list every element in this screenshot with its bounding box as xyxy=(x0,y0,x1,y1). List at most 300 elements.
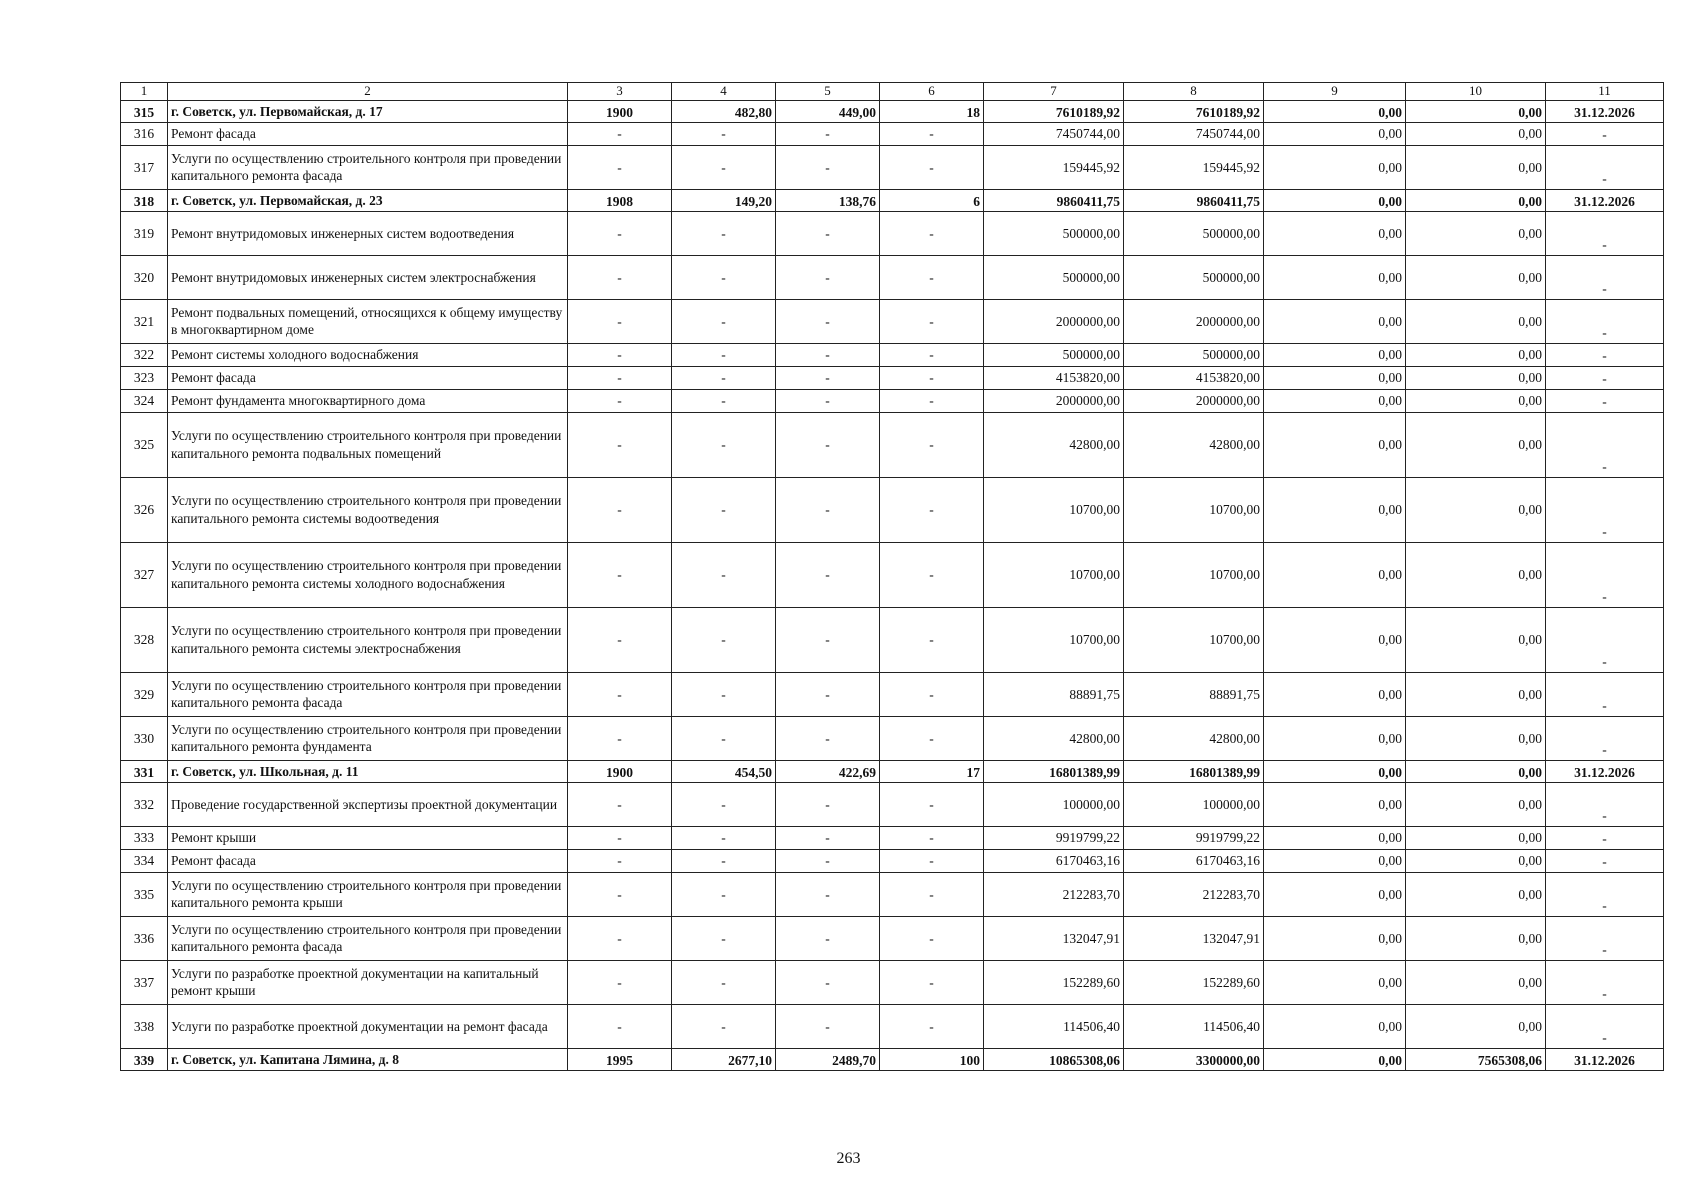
budget-cost-cell: 0,00 xyxy=(1264,826,1406,849)
owners-cost-cell: 0,00 xyxy=(1406,672,1546,716)
area-total-cell: - xyxy=(672,916,776,960)
residents-cell: 6 xyxy=(880,189,984,211)
address-row xyxy=(121,1048,1664,1070)
item-name: Ремонт фасада xyxy=(168,122,568,145)
fund-cost-cell: 132047,91 xyxy=(1124,916,1264,960)
item-name: Услуги по осуществлению строительного контроля при проведении капитального ремонта фасада xyxy=(168,145,568,189)
area-total-cell: - xyxy=(672,343,776,366)
total-cost-cell: 132047,91 xyxy=(984,916,1124,960)
area-living-cell: 2489,70 xyxy=(776,1048,880,1070)
deadline-cell: - xyxy=(1546,299,1664,343)
fund-cost-cell: 152289,60 xyxy=(1124,960,1264,1004)
fund-cost-cell: 6170463,16 xyxy=(1124,849,1264,872)
deadline-cell: - xyxy=(1546,477,1664,542)
owners-cost-cell: 0,00 xyxy=(1406,189,1546,211)
year-cell: - xyxy=(568,607,672,672)
area-living-cell: - xyxy=(776,672,880,716)
owners-cost-cell: 0,00 xyxy=(1406,960,1546,1004)
row-number: 334 xyxy=(121,849,168,872)
total-cost-cell: 152289,60 xyxy=(984,960,1124,1004)
area-total-cell: - xyxy=(672,672,776,716)
area-total-cell: - xyxy=(672,299,776,343)
item-name: Ремонт внутридомовых инженерных систем электроснабжения xyxy=(168,255,568,299)
owners-cost-cell: 0,00 xyxy=(1406,366,1546,389)
residents-cell: - xyxy=(880,299,984,343)
row-number: 321 xyxy=(121,299,168,343)
budget-cost-cell: 0,00 xyxy=(1264,366,1406,389)
owners-cost-cell: 0,00 xyxy=(1406,211,1546,255)
area-total-cell: - xyxy=(672,122,776,145)
row-number: 336 xyxy=(121,916,168,960)
row-number: 339 xyxy=(121,1048,168,1070)
residents-cell: - xyxy=(880,389,984,412)
table-row xyxy=(121,366,1664,389)
item-name: Ремонт фундамента многоквартирного дома xyxy=(168,389,568,412)
area-total-cell: - xyxy=(672,782,776,826)
residents-cell: - xyxy=(880,607,984,672)
owners-cost-cell: 0,00 xyxy=(1406,607,1546,672)
row-number: 316 xyxy=(121,122,168,145)
row-number: 326 xyxy=(121,477,168,542)
area-living-cell: - xyxy=(776,343,880,366)
budget-cost-cell: 0,00 xyxy=(1264,960,1406,1004)
area-total-cell: - xyxy=(672,477,776,542)
owners-cost-cell: 0,00 xyxy=(1406,477,1546,542)
deadline-cell: - xyxy=(1546,916,1664,960)
area-total-cell: - xyxy=(672,366,776,389)
area-total-cell: - xyxy=(672,255,776,299)
table-row xyxy=(121,389,1664,412)
total-cost-cell: 6170463,16 xyxy=(984,849,1124,872)
fund-cost-cell: 2000000,00 xyxy=(1124,389,1264,412)
table-row xyxy=(121,145,1664,189)
owners-cost-cell: 0,00 xyxy=(1406,782,1546,826)
column-number: 8 xyxy=(1124,83,1264,101)
total-cost-cell: 16801389,99 xyxy=(984,760,1124,782)
table-row xyxy=(121,255,1664,299)
total-cost-cell: 88891,75 xyxy=(984,672,1124,716)
table-row xyxy=(121,782,1664,826)
deadline-cell: - xyxy=(1546,960,1664,1004)
area-living-cell: - xyxy=(776,916,880,960)
area-living-cell: - xyxy=(776,389,880,412)
area-total-cell: - xyxy=(672,211,776,255)
row-number: 317 xyxy=(121,145,168,189)
residents-cell: 18 xyxy=(880,100,984,122)
owners-cost-cell: 0,00 xyxy=(1406,916,1546,960)
year-cell: - xyxy=(568,412,672,477)
budget-cost-cell: 0,00 xyxy=(1264,477,1406,542)
total-cost-cell: 42800,00 xyxy=(984,716,1124,760)
owners-cost-cell: 0,00 xyxy=(1406,872,1546,916)
owners-cost-cell: 0,00 xyxy=(1406,412,1546,477)
total-cost-cell: 500000,00 xyxy=(984,211,1124,255)
deadline-cell: - xyxy=(1546,672,1664,716)
address-row xyxy=(121,189,1664,211)
total-cost-cell: 500000,00 xyxy=(984,343,1124,366)
budget-cost-cell: 0,00 xyxy=(1264,782,1406,826)
item-name: Ремонт фасада xyxy=(168,849,568,872)
deadline-cell: - xyxy=(1546,211,1664,255)
table-row xyxy=(121,826,1664,849)
item-name: Услуги по осуществлению строительного контроля при проведении капитального ремонта фасада xyxy=(168,672,568,716)
owners-cost-cell: 0,00 xyxy=(1406,826,1546,849)
total-cost-cell: 10700,00 xyxy=(984,542,1124,607)
deadline-cell: - xyxy=(1546,255,1664,299)
budget-cost-cell: 0,00 xyxy=(1264,145,1406,189)
item-name: Услуги по разработке проектной документации на капитальный ремонт крыши xyxy=(168,960,568,1004)
capital-repair-table xyxy=(120,82,1664,1071)
year-cell: - xyxy=(568,389,672,412)
row-number: 332 xyxy=(121,782,168,826)
deadline-cell: - xyxy=(1546,145,1664,189)
residents-cell: - xyxy=(880,849,984,872)
area-total-cell: - xyxy=(672,826,776,849)
column-number: 7 xyxy=(984,83,1124,101)
year-cell: - xyxy=(568,343,672,366)
area-total-cell: - xyxy=(672,716,776,760)
column-number: 11 xyxy=(1546,83,1664,101)
residents-cell: - xyxy=(880,782,984,826)
year-cell: - xyxy=(568,782,672,826)
area-living-cell: - xyxy=(776,849,880,872)
residents-cell: - xyxy=(880,542,984,607)
area-living-cell: - xyxy=(776,1004,880,1048)
row-number: 319 xyxy=(121,211,168,255)
residents-cell: - xyxy=(880,255,984,299)
area-total-cell: - xyxy=(672,849,776,872)
residents-cell: - xyxy=(880,343,984,366)
budget-cost-cell: 0,00 xyxy=(1264,189,1406,211)
area-living-cell: - xyxy=(776,412,880,477)
row-number: 329 xyxy=(121,672,168,716)
area-living-cell: - xyxy=(776,960,880,1004)
year-cell: 1900 xyxy=(568,100,672,122)
fund-cost-cell: 4153820,00 xyxy=(1124,366,1264,389)
residents-cell: - xyxy=(880,1004,984,1048)
column-number: 10 xyxy=(1406,83,1546,101)
item-name: Ремонт системы холодного водоснабжения xyxy=(168,343,568,366)
area-total-cell: - xyxy=(672,145,776,189)
row-number: 323 xyxy=(121,366,168,389)
deadline-cell: - xyxy=(1546,872,1664,916)
item-name: Услуги по осуществлению строительного контроля при проведении капитального ремонта фасада xyxy=(168,916,568,960)
budget-cost-cell: 0,00 xyxy=(1264,672,1406,716)
budget-cost-cell: 0,00 xyxy=(1264,211,1406,255)
column-number: 2 xyxy=(168,83,568,101)
deadline-cell: 31.12.2026 xyxy=(1546,100,1664,122)
deadline-cell: - xyxy=(1546,826,1664,849)
year-cell: - xyxy=(568,366,672,389)
deadline-cell: - xyxy=(1546,122,1664,145)
fund-cost-cell: 114506,40 xyxy=(1124,1004,1264,1048)
year-cell: - xyxy=(568,255,672,299)
budget-cost-cell: 0,00 xyxy=(1264,255,1406,299)
year-cell: - xyxy=(568,122,672,145)
item-name: г. Советск, ул. Первомайская, д. 23 xyxy=(168,189,568,211)
item-name: Ремонт подвальных помещений, относящихся к общему имуществу в многоквартирном доме xyxy=(168,299,568,343)
area-total-cell: - xyxy=(672,389,776,412)
year-cell: - xyxy=(568,211,672,255)
year-cell: - xyxy=(568,672,672,716)
table-row xyxy=(121,1004,1664,1048)
column-number: 9 xyxy=(1264,83,1406,101)
row-number: 318 xyxy=(121,189,168,211)
total-cost-cell: 10700,00 xyxy=(984,477,1124,542)
row-number: 315 xyxy=(121,100,168,122)
budget-cost-cell: 0,00 xyxy=(1264,100,1406,122)
item-name: г. Советск, ул. Школьная, д. 11 xyxy=(168,760,568,782)
budget-cost-cell: 0,00 xyxy=(1264,607,1406,672)
row-number: 337 xyxy=(121,960,168,1004)
capital-repair-table-page xyxy=(120,82,1663,1071)
table-row xyxy=(121,960,1664,1004)
table-row xyxy=(121,477,1664,542)
budget-cost-cell: 0,00 xyxy=(1264,849,1406,872)
row-number: 333 xyxy=(121,826,168,849)
year-cell: 1908 xyxy=(568,189,672,211)
area-living-cell: - xyxy=(776,542,880,607)
area-living-cell: - xyxy=(776,607,880,672)
area-living-cell: - xyxy=(776,366,880,389)
total-cost-cell: 9919799,22 xyxy=(984,826,1124,849)
owners-cost-cell: 0,00 xyxy=(1406,100,1546,122)
area-total-cell: 482,80 xyxy=(672,100,776,122)
area-living-cell: 422,69 xyxy=(776,760,880,782)
budget-cost-cell: 0,00 xyxy=(1264,343,1406,366)
area-living-cell: - xyxy=(776,211,880,255)
deadline-cell: - xyxy=(1546,412,1664,477)
fund-cost-cell: 42800,00 xyxy=(1124,716,1264,760)
fund-cost-cell: 9919799,22 xyxy=(1124,826,1264,849)
area-total-cell: - xyxy=(672,542,776,607)
fund-cost-cell: 500000,00 xyxy=(1124,343,1264,366)
fund-cost-cell: 10700,00 xyxy=(1124,542,1264,607)
year-cell: - xyxy=(568,299,672,343)
column-number: 1 xyxy=(121,83,168,101)
item-name: Ремонт внутридомовых инженерных систем водоотведения xyxy=(168,211,568,255)
area-living-cell: - xyxy=(776,826,880,849)
total-cost-cell: 114506,40 xyxy=(984,1004,1124,1048)
table-row xyxy=(121,849,1664,872)
fund-cost-cell: 88891,75 xyxy=(1124,672,1264,716)
residents-cell: - xyxy=(880,211,984,255)
area-total-cell: 454,50 xyxy=(672,760,776,782)
budget-cost-cell: 0,00 xyxy=(1264,412,1406,477)
fund-cost-cell: 10700,00 xyxy=(1124,607,1264,672)
year-cell: - xyxy=(568,1004,672,1048)
fund-cost-cell: 7610189,92 xyxy=(1124,100,1264,122)
total-cost-cell: 10865308,06 xyxy=(984,1048,1124,1070)
budget-cost-cell: 0,00 xyxy=(1264,760,1406,782)
column-number: 5 xyxy=(776,83,880,101)
row-number: 331 xyxy=(121,760,168,782)
item-name: Проведение государственной экспертизы проектной документации xyxy=(168,782,568,826)
owners-cost-cell: 0,00 xyxy=(1406,122,1546,145)
fund-cost-cell: 2000000,00 xyxy=(1124,299,1264,343)
budget-cost-cell: 0,00 xyxy=(1264,916,1406,960)
owners-cost-cell: 0,00 xyxy=(1406,760,1546,782)
residents-cell: - xyxy=(880,826,984,849)
owners-cost-cell: 0,00 xyxy=(1406,1004,1546,1048)
owners-cost-cell: 0,00 xyxy=(1406,716,1546,760)
budget-cost-cell: 0,00 xyxy=(1264,716,1406,760)
residents-cell: - xyxy=(880,145,984,189)
year-cell: - xyxy=(568,849,672,872)
owners-cost-cell: 0,00 xyxy=(1406,542,1546,607)
deadline-cell: - xyxy=(1546,542,1664,607)
owners-cost-cell: 0,00 xyxy=(1406,299,1546,343)
row-number: 328 xyxy=(121,607,168,672)
item-name: г. Советск, ул. Первомайская, д. 17 xyxy=(168,100,568,122)
column-number: 6 xyxy=(880,83,984,101)
row-number: 327 xyxy=(121,542,168,607)
owners-cost-cell: 0,00 xyxy=(1406,145,1546,189)
area-living-cell: 449,00 xyxy=(776,100,880,122)
table-row xyxy=(121,299,1664,343)
fund-cost-cell: 500000,00 xyxy=(1124,255,1264,299)
table-row xyxy=(121,716,1664,760)
budget-cost-cell: 0,00 xyxy=(1264,542,1406,607)
deadline-cell: 31.12.2026 xyxy=(1546,189,1664,211)
row-number: 330 xyxy=(121,716,168,760)
area-living-cell: - xyxy=(776,299,880,343)
item-name: г. Советск, ул. Капитана Лямина, д. 8 xyxy=(168,1048,568,1070)
item-name: Услуги по разработке проектной документации на ремонт фасада xyxy=(168,1004,568,1048)
deadline-cell: 31.12.2026 xyxy=(1546,760,1664,782)
column-number-row xyxy=(121,83,1664,101)
total-cost-cell: 159445,92 xyxy=(984,145,1124,189)
column-number: 4 xyxy=(672,83,776,101)
total-cost-cell: 7610189,92 xyxy=(984,100,1124,122)
total-cost-cell: 10700,00 xyxy=(984,607,1124,672)
residents-cell: - xyxy=(880,960,984,1004)
residents-cell: - xyxy=(880,477,984,542)
budget-cost-cell: 0,00 xyxy=(1264,872,1406,916)
area-living-cell: 138,76 xyxy=(776,189,880,211)
fund-cost-cell: 3300000,00 xyxy=(1124,1048,1264,1070)
area-living-cell: - xyxy=(776,872,880,916)
address-row xyxy=(121,760,1664,782)
fund-cost-cell: 16801389,99 xyxy=(1124,760,1264,782)
year-cell: - xyxy=(568,542,672,607)
owners-cost-cell: 0,00 xyxy=(1406,255,1546,299)
total-cost-cell: 4153820,00 xyxy=(984,366,1124,389)
owners-cost-cell: 7565308,06 xyxy=(1406,1048,1546,1070)
deadline-cell: - xyxy=(1546,366,1664,389)
owners-cost-cell: 0,00 xyxy=(1406,849,1546,872)
budget-cost-cell: 0,00 xyxy=(1264,299,1406,343)
area-total-cell: - xyxy=(672,412,776,477)
table-row xyxy=(121,122,1664,145)
table-row xyxy=(121,872,1664,916)
deadline-cell: - xyxy=(1546,716,1664,760)
area-total-cell: - xyxy=(672,960,776,1004)
total-cost-cell: 42800,00 xyxy=(984,412,1124,477)
year-cell: - xyxy=(568,145,672,189)
residents-cell: - xyxy=(880,412,984,477)
budget-cost-cell: 0,00 xyxy=(1264,389,1406,412)
item-name: Услуги по осуществлению строительного контроля при проведении капитального ремонта системы холодного водоснабжения xyxy=(168,542,568,607)
fund-cost-cell: 500000,00 xyxy=(1124,211,1264,255)
item-name: Ремонт фасада xyxy=(168,366,568,389)
item-name: Услуги по осуществлению строительного контроля при проведении капитального ремонта системы водоотведения xyxy=(168,477,568,542)
year-cell: 1900 xyxy=(568,760,672,782)
residents-cell: - xyxy=(880,716,984,760)
total-cost-cell: 9860411,75 xyxy=(984,189,1124,211)
total-cost-cell: 2000000,00 xyxy=(984,299,1124,343)
year-cell: - xyxy=(568,716,672,760)
budget-cost-cell: 0,00 xyxy=(1264,1048,1406,1070)
fund-cost-cell: 9860411,75 xyxy=(1124,189,1264,211)
owners-cost-cell: 0,00 xyxy=(1406,343,1546,366)
page-number: 263 xyxy=(836,1150,861,1167)
row-number: 338 xyxy=(121,1004,168,1048)
area-total-cell: - xyxy=(672,607,776,672)
total-cost-cell: 212283,70 xyxy=(984,872,1124,916)
fund-cost-cell: 212283,70 xyxy=(1124,872,1264,916)
total-cost-cell: 500000,00 xyxy=(984,255,1124,299)
area-total-cell: - xyxy=(672,1004,776,1048)
row-number: 322 xyxy=(121,343,168,366)
year-cell: 1995 xyxy=(568,1048,672,1070)
table-row xyxy=(121,916,1664,960)
residents-cell: - xyxy=(880,672,984,716)
row-number: 335 xyxy=(121,872,168,916)
column-number: 3 xyxy=(568,83,672,101)
deadline-cell: - xyxy=(1546,343,1664,366)
area-living-cell: - xyxy=(776,716,880,760)
area-living-cell: - xyxy=(776,782,880,826)
year-cell: - xyxy=(568,477,672,542)
area-living-cell: - xyxy=(776,122,880,145)
table-row xyxy=(121,542,1664,607)
fund-cost-cell: 100000,00 xyxy=(1124,782,1264,826)
address-row xyxy=(121,100,1664,122)
area-total-cell: 149,20 xyxy=(672,189,776,211)
area-total-cell: - xyxy=(672,872,776,916)
table-row xyxy=(121,211,1664,255)
deadline-cell: - xyxy=(1546,607,1664,672)
area-total-cell: 2677,10 xyxy=(672,1048,776,1070)
area-living-cell: - xyxy=(776,255,880,299)
residents-cell: - xyxy=(880,366,984,389)
row-number: 325 xyxy=(121,412,168,477)
total-cost-cell: 100000,00 xyxy=(984,782,1124,826)
item-name: Услуги по осуществлению строительного контроля при проведении капитального ремонта системы электроснабжения xyxy=(168,607,568,672)
item-name: Услуги по осуществлению строительного контроля при проведении капитального ремонта крыши xyxy=(168,872,568,916)
table-row xyxy=(121,412,1664,477)
deadline-cell: - xyxy=(1546,849,1664,872)
table-body xyxy=(121,100,1664,1070)
table-row xyxy=(121,672,1664,716)
deadline-cell: - xyxy=(1546,782,1664,826)
residents-cell: - xyxy=(880,916,984,960)
fund-cost-cell: 7450744,00 xyxy=(1124,122,1264,145)
area-living-cell: - xyxy=(776,145,880,189)
fund-cost-cell: 159445,92 xyxy=(1124,145,1264,189)
total-cost-cell: 7450744,00 xyxy=(984,122,1124,145)
area-living-cell: - xyxy=(776,477,880,542)
residents-cell: - xyxy=(880,872,984,916)
item-name: Ремонт крыши xyxy=(168,826,568,849)
year-cell: - xyxy=(568,916,672,960)
owners-cost-cell: 0,00 xyxy=(1406,389,1546,412)
fund-cost-cell: 42800,00 xyxy=(1124,412,1264,477)
budget-cost-cell: 0,00 xyxy=(1264,122,1406,145)
item-name: Услуги по осуществлению строительного контроля при проведении капитального ремонта подвальных помещений xyxy=(168,412,568,477)
total-cost-cell: 2000000,00 xyxy=(984,389,1124,412)
